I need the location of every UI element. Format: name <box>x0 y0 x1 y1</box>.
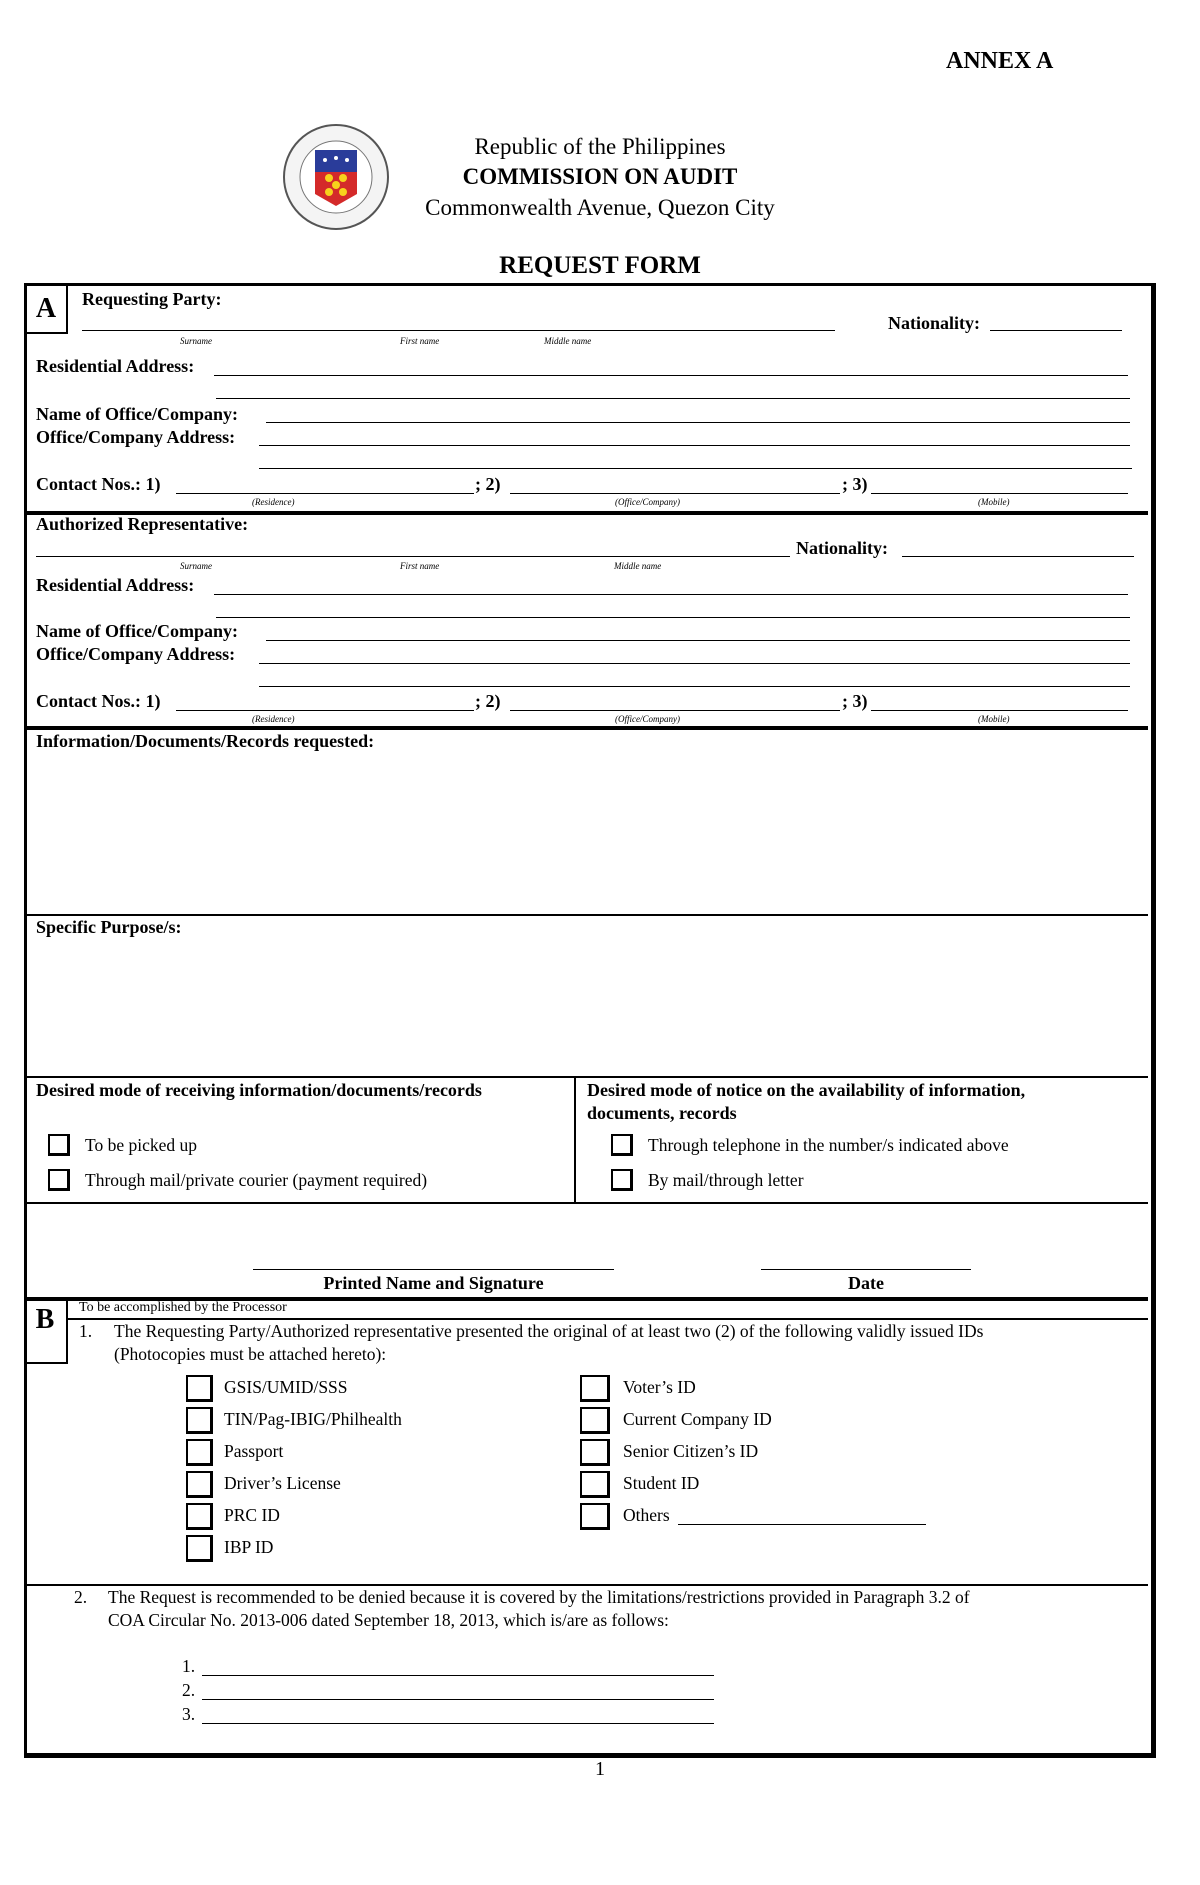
divider <box>24 1584 1148 1586</box>
residence-caption: (Residence) <box>252 497 295 507</box>
pickup-checkbox[interactable] <box>48 1134 70 1156</box>
divider-vertical <box>574 1076 576 1202</box>
office-name-label: Name of Office/Company: <box>36 404 238 424</box>
id-tin-checkbox[interactable] <box>186 1407 213 1434</box>
rep-contact-label: Contact Nos.: 1) <box>36 691 161 711</box>
info-requested-label: Information/Documents/Records requested: <box>36 731 375 751</box>
reason-1-field[interactable] <box>202 1675 714 1676</box>
divider <box>68 1318 1148 1320</box>
rep-contact-2-label: ; 2) <box>475 691 501 711</box>
item-2-text-2: COA Circular No. 2013-006 dated September 18, 2013, which is/are as follows: <box>108 1610 669 1630</box>
office-caption: (Office/Company) <box>615 497 680 507</box>
id-company-checkbox[interactable] <box>580 1407 610 1434</box>
notice-mode-title: Desired mode of notice on the availability of information, <box>587 1080 1026 1100</box>
divider <box>24 914 1148 916</box>
reason-2-number: 2. <box>182 1680 196 1700</box>
info-requested-field[interactable] <box>30 755 1140 910</box>
signature-field[interactable] <box>253 1269 614 1270</box>
rep-nationality-label: Nationality: <box>796 538 888 558</box>
reason-3-number: 3. <box>182 1704 196 1724</box>
contact-residence-field[interactable] <box>176 493 474 494</box>
id-company-label: Current Company ID <box>623 1409 772 1429</box>
contact-2-label: ; 2) <box>475 474 501 494</box>
representative-name-field[interactable] <box>36 556 790 557</box>
first-name-caption: First name <box>400 336 440 346</box>
id-prc-checkbox[interactable] <box>186 1503 213 1530</box>
id-prc-label: PRC ID <box>224 1505 280 1525</box>
mail-courier-label: Through mail/private courier (payment required) <box>85 1170 428 1190</box>
residential-address-label: Residential Address: <box>36 356 195 376</box>
signature-label: Printed Name and Signature <box>323 1273 544 1293</box>
rep-residence-caption: (Residence) <box>252 714 295 724</box>
contact-3-label: ; 3) <box>842 474 868 494</box>
id-drivers-license-label: Driver’s License <box>224 1473 341 1493</box>
coa-seal-logo <box>281 122 391 232</box>
mail-courier-checkbox[interactable] <box>48 1169 70 1191</box>
rep-office-name-field[interactable] <box>266 640 1130 641</box>
rep-contact-mobile-field[interactable] <box>871 710 1128 711</box>
id-passport-label: Passport <box>224 1441 284 1461</box>
residential-address-field[interactable] <box>214 375 1128 376</box>
id-others-label: Others <box>623 1505 670 1525</box>
id-others-checkbox[interactable] <box>580 1503 610 1530</box>
office-address-label: Office/Company Address: <box>36 427 236 447</box>
nationality-label: Nationality: <box>888 313 980 333</box>
office-address-field-2[interactable] <box>259 468 1132 469</box>
header-agency: COMMISSION ON AUDIT <box>462 164 738 189</box>
id-others-field[interactable] <box>678 1524 926 1525</box>
rep-nationality-field[interactable] <box>902 556 1134 557</box>
divider <box>24 1076 1148 1078</box>
requesting-party-name-field[interactable] <box>82 330 835 331</box>
rep-first-name-caption: First name <box>400 561 440 571</box>
contact-label: Contact Nos.: 1) <box>36 474 161 494</box>
office-name-field[interactable] <box>266 422 1130 423</box>
rep-office-caption: (Office/Company) <box>615 714 680 724</box>
id-senior-checkbox[interactable] <box>580 1439 610 1466</box>
rep-middle-name-caption: Middle name <box>614 561 662 571</box>
mobile-caption: (Mobile) <box>978 497 1010 507</box>
item-2-text: The Request is recommended to be denied because it is covered by the limitations/restrictions provided in Paragraph 3.2 of <box>108 1587 970 1607</box>
item-2-number: 2. <box>74 1587 88 1607</box>
id-tin-label: TIN/Pag-IBIG/Philhealth <box>224 1409 402 1429</box>
rep-office-address-field[interactable] <box>259 663 1130 664</box>
reason-1-number: 1. <box>182 1656 196 1676</box>
item-1-number: 1. <box>79 1321 93 1341</box>
letter-checkbox[interactable] <box>611 1169 633 1191</box>
id-ibp-checkbox[interactable] <box>186 1535 213 1562</box>
id-gsis-checkbox[interactable] <box>186 1375 213 1402</box>
id-gsis-label: GSIS/UMID/SSS <box>224 1377 348 1397</box>
rep-residential-address-field-2[interactable] <box>216 617 1130 618</box>
rep-contact-office-field[interactable] <box>510 710 840 711</box>
contact-office-field[interactable] <box>510 493 840 494</box>
id-passport-checkbox[interactable] <box>186 1439 213 1466</box>
item-1-text-2: (Photocopies must be attached hereto): <box>114 1344 387 1364</box>
rep-residential-address-field[interactable] <box>214 594 1128 595</box>
divider <box>24 1202 1148 1204</box>
rep-mobile-caption: (Mobile) <box>978 714 1010 724</box>
id-student-label: Student ID <box>623 1473 700 1493</box>
id-voters-label: Voter’s ID <box>623 1377 696 1397</box>
id-ibp-label: IBP ID <box>224 1537 274 1557</box>
letter-label: By mail/through letter <box>648 1170 804 1190</box>
rep-surname-caption: Surname <box>180 561 212 571</box>
residential-address-field-2[interactable] <box>216 398 1130 399</box>
id-drivers-license-checkbox[interactable] <box>186 1471 213 1498</box>
telephone-checkbox[interactable] <box>611 1134 633 1156</box>
contact-mobile-field[interactable] <box>871 493 1128 494</box>
pickup-label: To be picked up <box>85 1135 198 1155</box>
nationality-field[interactable] <box>990 330 1122 331</box>
rep-office-address-field-2[interactable] <box>259 686 1130 687</box>
id-student-checkbox[interactable] <box>580 1471 610 1498</box>
page-number: 1 <box>595 1758 605 1780</box>
header-address: Commonwealth Avenue, Quezon City <box>425 195 775 220</box>
reason-2-field[interactable] <box>202 1699 714 1700</box>
annex-label: ANNEX A <box>946 48 1054 74</box>
divider <box>24 726 1148 730</box>
item-1-text: The Requesting Party/Authorized representative presented the original of at least two (2) of the following validly issued IDs <box>114 1321 984 1341</box>
form-title: REQUEST FORM <box>499 252 701 279</box>
purpose-field[interactable] <box>30 942 1140 1072</box>
id-voters-checkbox[interactable] <box>580 1375 610 1402</box>
section-b-letter: B <box>24 1299 68 1364</box>
date-label: Date <box>848 1273 884 1293</box>
header-republic: Republic of the Philippines <box>474 134 726 159</box>
section-a-letter: A <box>24 283 68 334</box>
middle-name-caption: Middle name <box>544 336 592 346</box>
id-senior-label: Senior Citizen’s ID <box>623 1441 759 1461</box>
processor-label: To be accomplished by the Processor <box>79 1300 287 1315</box>
surname-caption: Surname <box>180 336 212 346</box>
rep-contact-residence-field[interactable] <box>176 710 474 711</box>
receive-mode-title: Desired mode of receiving information/documents/records <box>36 1080 482 1100</box>
rep-contact-3-label: ; 3) <box>842 691 868 711</box>
rep-office-address-label: Office/Company Address: <box>36 644 236 664</box>
date-field[interactable] <box>761 1269 971 1270</box>
notice-mode-title-2: documents, records <box>587 1103 737 1123</box>
rep-residential-address-label: Residential Address: <box>36 575 195 595</box>
reason-3-field[interactable] <box>202 1723 714 1724</box>
purpose-label: Specific Purpose/s: <box>36 917 182 937</box>
representative-label: Authorized Representative: <box>36 514 249 534</box>
office-address-field[interactable] <box>259 445 1130 446</box>
rep-office-name-label: Name of Office/Company: <box>36 621 238 641</box>
requesting-party-label: Requesting Party: <box>82 289 222 309</box>
telephone-label: Through telephone in the number/s indicated above <box>648 1135 1009 1155</box>
